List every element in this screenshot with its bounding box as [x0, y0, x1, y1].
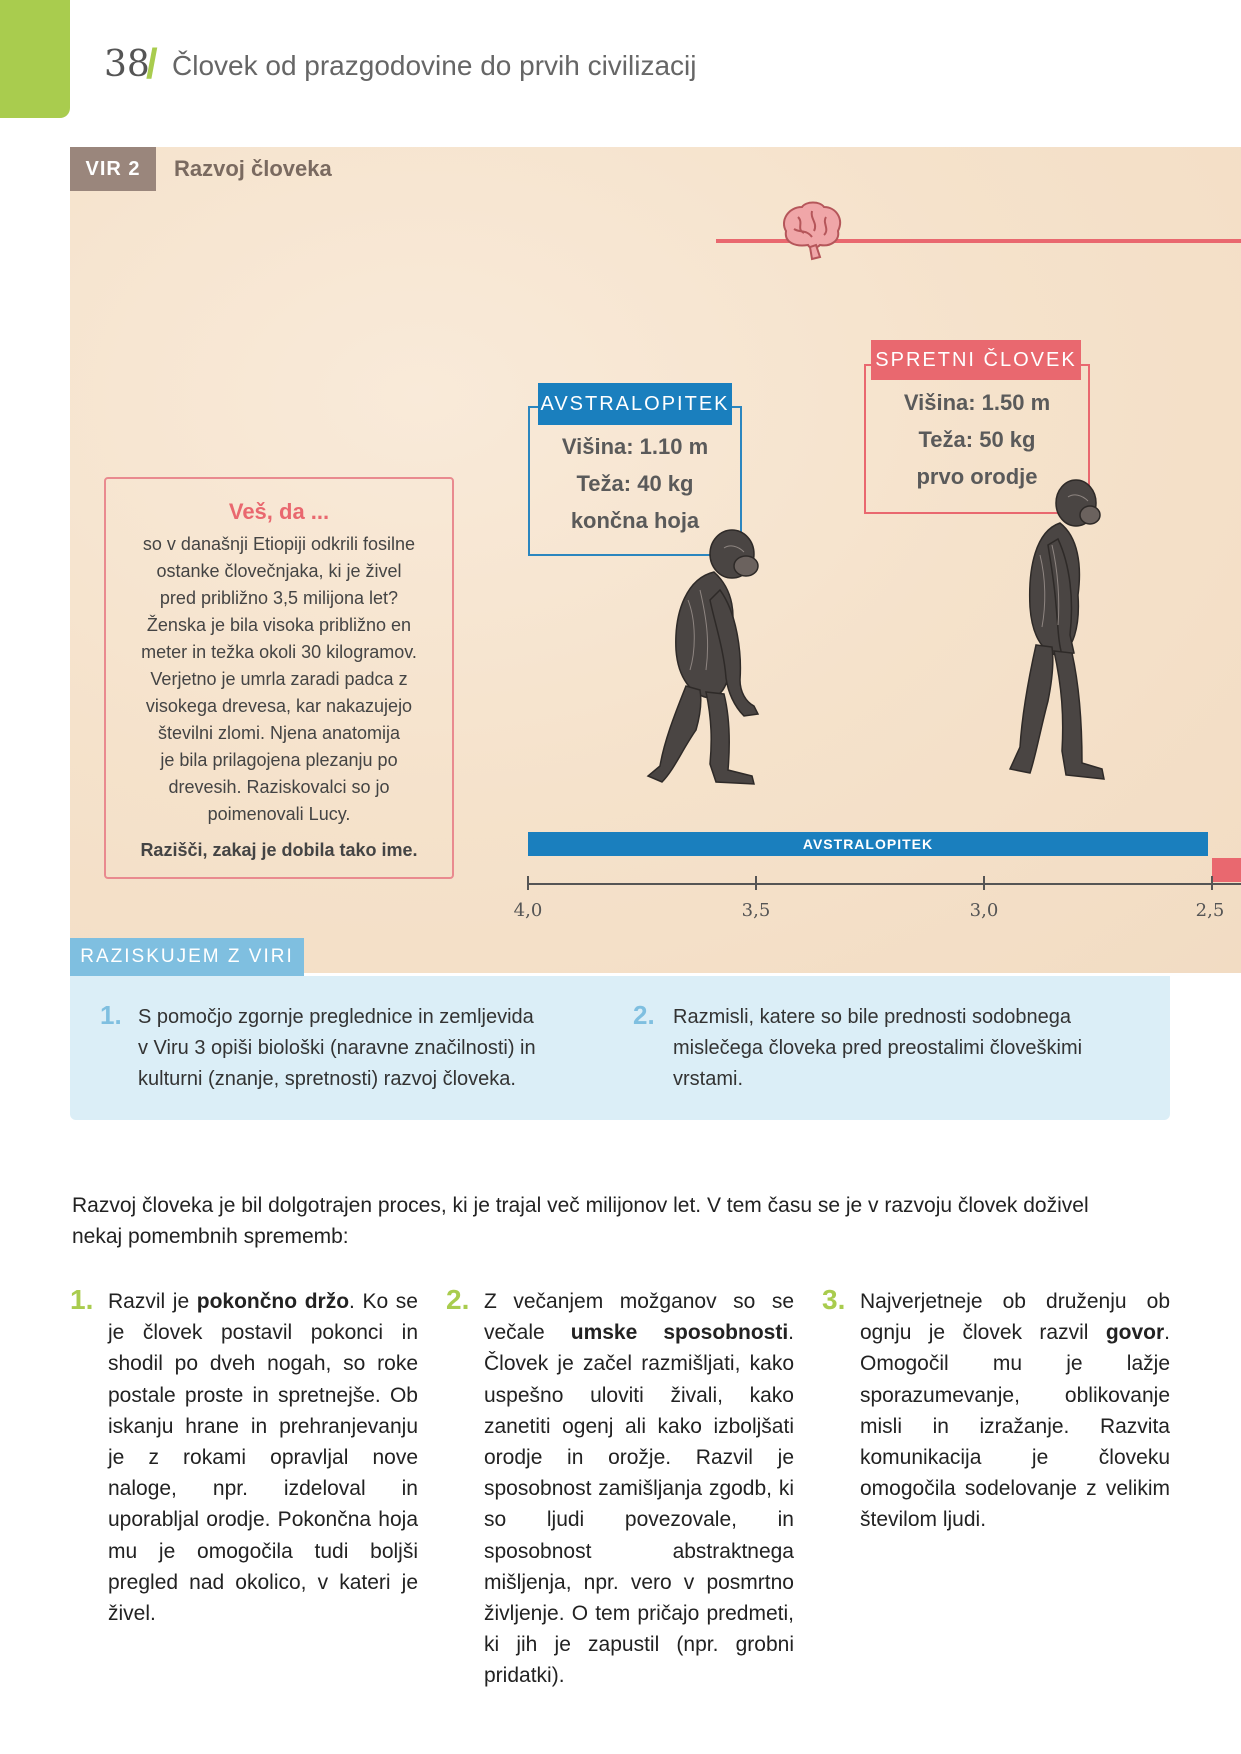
- text-line: S pomočjo zgornje preglednice in zemljevida: [138, 1006, 534, 1028]
- timeline-tick: [1211, 876, 1213, 890]
- species-weight: Teža: 40 kg: [576, 471, 694, 496]
- species-height: Višina: 1.50 m: [903, 390, 1051, 415]
- timeline-tick: [527, 876, 529, 890]
- text-line: poimenovali Lucy.: [207, 804, 351, 824]
- australopithecus-figure: [640, 520, 790, 790]
- did-you-know-heading: Veš, da ...: [228, 499, 330, 524]
- source-title: Razvoj človeka: [174, 156, 332, 181]
- question-number: 2.: [633, 1000, 655, 1030]
- text-span: Z večanjem možganov so se večale: [484, 1290, 794, 1345]
- text-span: Razvil je: [108, 1290, 197, 1313]
- timeline-tick: [983, 876, 985, 890]
- key-term: umske sposobnosti: [570, 1321, 789, 1345]
- timeline-tick-label: 3,5: [741, 900, 771, 921]
- did-you-know-task: Razišči, zakaj je dobila tako ime.: [140, 840, 418, 860]
- running-title: Človek od prazgodovine do prvih civilizacij: [172, 50, 697, 81]
- title-separator: /: [146, 40, 158, 87]
- question-text: [673, 1002, 1143, 1095]
- text-line: Verjetno je umrla zaradi padca z: [150, 669, 408, 689]
- page-number: 38: [104, 44, 150, 85]
- timeline-tick-label: 3,0: [969, 900, 999, 921]
- species-weight: Teža: 50 kg: [918, 427, 1036, 452]
- chapter-color-tab: [0, 0, 70, 118]
- question-number: 1.: [100, 1000, 122, 1030]
- question-text: [138, 1002, 598, 1095]
- brain-icon: [776, 199, 846, 261]
- species-trait: prvo orodje: [916, 464, 1038, 489]
- text-line: vrstami.: [673, 1068, 743, 1090]
- timeline-axis: [528, 883, 1241, 885]
- point-number: 2.: [446, 1284, 470, 1315]
- species-label-homo-habilis: SPRETNI ČLOVEK: [871, 340, 1081, 380]
- timeline-tick: [755, 876, 757, 890]
- text-line: mislečega človeka pred preostalimi človeškimi: [673, 1037, 1083, 1059]
- did-you-know-text: [124, 531, 434, 828]
- text-line: v Viru 3 opiši biološki (naravne značilnosti) in: [138, 1037, 536, 1059]
- text-line: je bila prilagojena plezanju po: [160, 750, 398, 770]
- text-line: pred približno 3,5 milijona let?: [159, 588, 399, 608]
- text-line: nekaj pomembnih sprememb:: [72, 1225, 349, 1248]
- intro-paragraph: [72, 1190, 1172, 1252]
- text-line: meter in težka okoli 30 kilogramov.: [141, 642, 417, 662]
- point-text: [860, 1286, 1170, 1536]
- point-text: [108, 1286, 418, 1629]
- text-line: Razvoj človeka je bil dolgotrajen proces, ki je trajal več milijonov let. V tem času se je v razvoju človek doživel: [72, 1194, 1089, 1217]
- text-line: številni zlomi. Njena anatomija: [157, 723, 401, 743]
- timeline-tick-label: 2,5: [1195, 900, 1225, 921]
- source-tag: VIR 2: [70, 147, 156, 191]
- text-line: Razmisli, katere so bile prednosti sodobnega: [673, 1006, 1071, 1028]
- text-span: . Omogočil mu je lažje sporazumevanje, oblikovanje misli in izražanje. Razvita komunikacija je človeku omogočila sodelovanje z velikim številom ljudi.: [860, 1321, 1170, 1532]
- text-span: Najverjetneje ob druženju ob ognju je človek razvil: [860, 1290, 1170, 1345]
- text-line: Ženska je bila visoka približno en: [146, 615, 412, 635]
- text-line: ostanke človečnjaka, ki je živel: [156, 561, 402, 581]
- did-you-know-box: [104, 477, 454, 879]
- point-number: 3.: [822, 1284, 846, 1315]
- text-line: visokega drevesa, kar nakazujejo: [145, 696, 413, 716]
- point-number: 1.: [70, 1284, 94, 1315]
- timeline-tick-label: 4,0: [513, 900, 543, 921]
- text-span: . Ko se je človek postavil pokonci in shodil po dveh nogah, so roke postale proste in spretnejše. Ob iskanju hrane in prehranjevanju je z rokami opravljal nove naloge, npr. izdeloval in uporabljal orodje. Pokončna hoja mu je omogočila tudi boljši pregled nad okolico, v kateri je živel.: [108, 1290, 418, 1626]
- species-label-australopithecus: AVSTRALOPITEK: [538, 383, 732, 425]
- text-line: so v današnji Etiopiji odkrili fosilne: [142, 534, 416, 554]
- species-height: Višina: 1.10 m: [561, 434, 709, 459]
- key-term: govor: [1105, 1321, 1165, 1345]
- research-tag: RAZISKUJEM Z VIRI: [70, 938, 304, 976]
- species-trait: končna hoja: [570, 508, 700, 533]
- point-text: [484, 1286, 794, 1692]
- text-line: drevesih. Raziskovalci so jo: [168, 777, 390, 797]
- key-term: pokončno držo: [196, 1290, 350, 1313]
- text-line: kulturni (znanje, spretnosti) razvoj človeka.: [138, 1068, 516, 1090]
- timeline-bar-australopithecus: AVSTRALOPITEK: [528, 832, 1208, 856]
- timeline-bar-homo-habilis: [1212, 858, 1241, 882]
- text-span: . Človek je začel razmišljati, kako uspešno uloviti živali, kako zanetiti ogenj ali kako izboljšati orodje in orožje. Razvil je sposobnost zamišljanja zgodb, ki so ljudi povezovale, in sposobnost abstraktnega mišljenja, npr. vero v posmrtno življenje. O tem pričajo predmeti, ki jih je zapustil (npr. grobni pridatki).: [484, 1321, 794, 1688]
- homo-habilis-figure: [1000, 475, 1130, 790]
